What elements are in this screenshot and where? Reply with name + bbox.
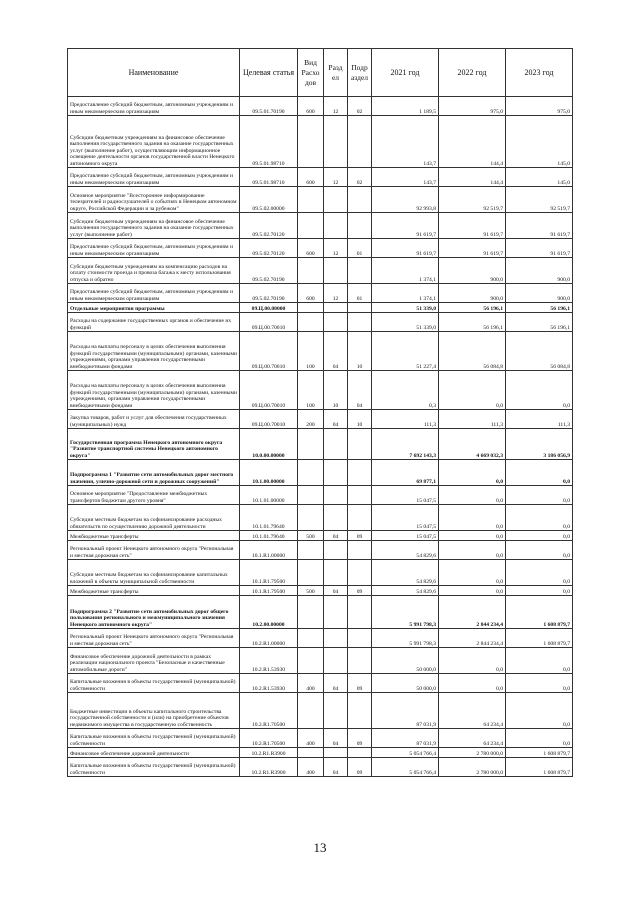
row-name: Основное мероприятие "Всестороннее информирование телезрителей и радиослушателей о событиях в Ненецком автономном округе, Российской Федерации и за рубежом" <box>68 187 240 213</box>
row-value-2023: 0,0 <box>506 505 573 531</box>
row-name: Капитальные вложения в объекты государственной (муниципальной) собственности <box>68 729 240 748</box>
table-row <box>68 748 573 758</box>
row-value-2021: 91 619,7 <box>372 213 439 239</box>
row-section <box>324 541 348 560</box>
row-value-2023: 0,0 <box>506 674 573 693</box>
row-value-2023: 1 608 879,7 <box>506 758 573 777</box>
row-value-2023: 0,0 <box>506 460 573 486</box>
table-row <box>68 97 573 116</box>
row-expense-type <box>298 187 324 213</box>
row-code: 10.2.R1.53930 <box>240 648 298 674</box>
row-value-2021: 15 047,5 <box>372 505 439 531</box>
table-row <box>68 371 573 410</box>
table-row <box>68 674 573 693</box>
row-code: 10.1.01.79640 <box>240 531 298 541</box>
row-subsection <box>348 258 372 284</box>
row-value-2022: 91 619,7 <box>439 239 506 258</box>
row-name: Бюджетные инвестиции в объекты капитального строительства государственной собственности и (или) на приобретение объектов недвижимого имущества в государственную собственность <box>68 693 240 729</box>
row-code: 10.2.00.00000 <box>240 596 298 629</box>
row-section <box>324 313 348 332</box>
row-value-2023: 1 608 879,7 <box>506 596 573 629</box>
row-name: Предоставление субсидий бюджетным, автономным учреждениям и иным некоммерческим организациям <box>68 97 240 116</box>
row-expense-type <box>298 313 324 332</box>
row-expense-type: 200 <box>298 410 324 429</box>
row-value-2022: 2 780 000,0 <box>439 758 506 777</box>
table-row <box>68 116 573 168</box>
row-expense-type <box>298 460 324 486</box>
row-section <box>324 648 348 674</box>
row-subsection: 09 <box>348 758 372 777</box>
row-value-2022: 0,0 <box>439 586 506 596</box>
row-name: Финансовое обеспечение дорожной деятельности <box>68 748 240 758</box>
table-body <box>68 97 573 777</box>
row-value-2021: 1 374,1 <box>372 284 439 303</box>
row-code: 10.2.R1.53930 <box>240 674 298 693</box>
table-row <box>68 560 573 586</box>
row-expense-type: 400 <box>298 729 324 748</box>
row-subsection <box>348 748 372 758</box>
table-row <box>68 213 573 239</box>
row-name: Региональный проект Ненецкого автономного округа "Региональная и местная дорожная сеть" <box>68 629 240 648</box>
row-section: 10 <box>324 371 348 410</box>
row-value-2021: 87 031,9 <box>372 729 439 748</box>
page-number: 13 <box>313 840 327 855</box>
row-value-2021: 7 692 143,3 <box>372 429 439 460</box>
row-section <box>324 693 348 729</box>
budget-table <box>67 48 573 777</box>
row-code: 10.1.R1.79500 <box>240 560 298 586</box>
row-name: Расходы на выплаты персоналу в целях обеспечения выполнения функций государственными (муниципальными) органами, казенными учреждениями, органами управления государственными внебюджетными фондами <box>68 371 240 410</box>
row-value-2023: 0,0 <box>506 586 573 596</box>
table-row <box>68 629 573 648</box>
row-value-2021: 92 993,8 <box>372 187 439 213</box>
row-code: 09.5.02.70120 <box>240 239 298 258</box>
row-value-2022: 64 234,4 <box>439 729 506 748</box>
row-section <box>324 429 348 460</box>
row-value-2021: 1 189,5 <box>372 97 439 116</box>
row-value-2023: 56 196,1 <box>506 313 573 332</box>
header-2022: 2022 год <box>439 49 506 97</box>
row-expense-type <box>298 560 324 586</box>
row-value-2023: 975,0 <box>506 97 573 116</box>
row-expense-type <box>298 541 324 560</box>
row-section: 04 <box>324 410 348 429</box>
row-expense-type: 500 <box>298 586 324 596</box>
row-value-2023: 92 519,7 <box>506 187 573 213</box>
row-expense-type: 600 <box>298 284 324 303</box>
row-expense-type <box>298 486 324 505</box>
row-value-2023: 0,0 <box>506 648 573 674</box>
row-value-2022: 2 844 234,4 <box>439 629 506 648</box>
row-name: Расходы на содержание государственных органов и обеспечение их функций <box>68 313 240 332</box>
table-row <box>68 284 573 303</box>
row-value-2021: 143,7 <box>372 116 439 168</box>
row-expense-type: 400 <box>298 674 324 693</box>
row-value-2021: 51 339,0 <box>372 313 439 332</box>
row-section <box>324 629 348 648</box>
row-code: 09.Ц.00.70010 <box>240 410 298 429</box>
table-row <box>68 429 573 460</box>
table-row <box>68 758 573 777</box>
row-value-2021: 5 054 766,4 <box>372 748 439 758</box>
row-value-2021: 91 619,7 <box>372 239 439 258</box>
row-code: 09.Ц.00.70010 <box>240 313 298 332</box>
row-code: 10.1.01.79640 <box>240 505 298 531</box>
row-section: 04 <box>324 758 348 777</box>
row-value-2021: 111,3 <box>372 410 439 429</box>
table-row <box>68 541 573 560</box>
row-name: Подпрограмма 1 "Развитие сети автомобильных дорог местного значения, улично-дорожной сети и дорожных сооружений" <box>68 460 240 486</box>
row-expense-type: 100 <box>298 332 324 371</box>
row-name: Субсидии местным бюджетам на софинансирование расходных обязательств по осуществлению дорожной деятельности <box>68 505 240 531</box>
row-value-2021: 1 374,1 <box>372 258 439 284</box>
row-name: Капитальные вложения в объекты государственной (муниципальной) собственности <box>68 758 240 777</box>
row-value-2022: 91 619,7 <box>439 213 506 239</box>
row-code: 10.1.01.00000 <box>240 486 298 505</box>
row-name: Субсидии бюджетным учреждениям на компенсацию расходов на оплату стоимости проезда и провоза багажа к месту использования отпуска и обратно <box>68 258 240 284</box>
row-name: Закупка товаров, работ и услуг для обеспечения государственных (муниципальных) нужд <box>68 410 240 429</box>
row-code: 09.Ц.00.70010 <box>240 332 298 371</box>
row-value-2021: 143,7 <box>372 168 439 187</box>
table-row <box>68 729 573 748</box>
table-row <box>68 486 573 505</box>
row-code: 09.5.01.98710 <box>240 168 298 187</box>
row-value-2023: 56 084,8 <box>506 332 573 371</box>
row-name: Субсидии местным бюджетам на софинансирование капитальных вложений в объекты муниципальной собственности <box>68 560 240 586</box>
row-expense-type: 600 <box>298 168 324 187</box>
row-subsection: 10 <box>348 410 372 429</box>
row-value-2021: 0,3 <box>372 371 439 410</box>
row-section <box>324 213 348 239</box>
row-value-2022: 56 196,1 <box>439 303 506 313</box>
row-code: 09.Ц.00.70010 <box>240 371 298 410</box>
row-name: Основное мероприятие "Предоставление межбюджетных трансфертов бюджетам другого уровня" <box>68 486 240 505</box>
row-value-2021: 5 991 798,3 <box>372 629 439 648</box>
row-value-2023: 1 608 879,7 <box>506 629 573 648</box>
row-value-2022: 0,0 <box>439 648 506 674</box>
row-value-2023: 91 619,7 <box>506 239 573 258</box>
row-value-2023: 0,0 <box>506 371 573 410</box>
row-value-2022: 0,0 <box>439 560 506 586</box>
row-value-2023: 56 196,1 <box>506 303 573 313</box>
row-section <box>324 460 348 486</box>
row-section <box>324 187 348 213</box>
row-subsection <box>348 429 372 460</box>
row-expense-type <box>298 213 324 239</box>
row-expense-type <box>298 748 324 758</box>
row-value-2022: 0,0 <box>439 460 506 486</box>
row-subsection: 09 <box>348 586 372 596</box>
header-2021: 2021 год <box>372 49 439 97</box>
table-row <box>68 332 573 371</box>
header-code: Целевая статья <box>240 49 298 97</box>
row-value-2022: 975,0 <box>439 97 506 116</box>
row-expense-type: 600 <box>298 97 324 116</box>
row-code: 09.5.01.70190 <box>240 97 298 116</box>
row-value-2023: 0,0 <box>506 560 573 586</box>
row-subsection: 02 <box>348 97 372 116</box>
row-value-2023: 0,0 <box>506 729 573 748</box>
row-section <box>324 303 348 313</box>
row-section: 04 <box>324 586 348 596</box>
row-code: 10.2.R1.00000 <box>240 629 298 648</box>
row-section: 04 <box>324 729 348 748</box>
table-row <box>68 239 573 258</box>
row-subsection <box>348 541 372 560</box>
row-value-2021: 50 000,0 <box>372 648 439 674</box>
table-row <box>68 303 573 313</box>
row-subsection <box>348 505 372 531</box>
header-2023: 2023 год <box>506 49 573 97</box>
table-row <box>68 586 573 596</box>
row-value-2023: 0,0 <box>506 693 573 729</box>
row-value-2022: 92 519,7 <box>439 187 506 213</box>
row-value-2023: 900,0 <box>506 284 573 303</box>
row-subsection: 02 <box>348 168 372 187</box>
table-row <box>68 313 573 332</box>
row-value-2022: 0,0 <box>439 371 506 410</box>
row-value-2022: 900,0 <box>439 258 506 284</box>
row-expense-type <box>298 429 324 460</box>
row-section: 12 <box>324 284 348 303</box>
row-value-2022: 0,0 <box>439 541 506 560</box>
row-value-2022: 0,0 <box>439 486 506 505</box>
row-section: 04 <box>324 674 348 693</box>
row-expense-type <box>298 303 324 313</box>
row-code: 10.2.R1.70500 <box>240 693 298 729</box>
row-name: Межбюджетные трансферты <box>68 531 240 541</box>
row-subsection <box>348 303 372 313</box>
row-subsection <box>348 629 372 648</box>
row-section <box>324 748 348 758</box>
row-expense-type <box>298 116 324 168</box>
header-section: Разд ел <box>324 49 348 97</box>
row-subsection: 01 <box>348 239 372 258</box>
row-value-2023: 3 186 056,9 <box>506 429 573 460</box>
table-row <box>68 187 573 213</box>
row-value-2021: 51 339,0 <box>372 303 439 313</box>
row-code: 10.2.R1.R3900 <box>240 748 298 758</box>
row-name: Финансовое обеспечение дорожной деятельности в рамках реализации национального проекта "Безопасные и качественные автомобильные дороги" <box>68 648 240 674</box>
row-name: Подпрограмма 2 "Развитие сети автомобильных дорог общего пользования регионального и межмуниципального значения Ненецкого автономного округа" <box>68 596 240 629</box>
row-value-2021: 87 031,9 <box>372 693 439 729</box>
row-expense-type <box>298 648 324 674</box>
row-value-2023: 145,0 <box>506 116 573 168</box>
row-code: 10.1.R1.79500 <box>240 586 298 596</box>
row-code: 09.5.02.70190 <box>240 284 298 303</box>
row-value-2021: 54 829,6 <box>372 586 439 596</box>
header-subsection: Подр аздел <box>348 49 372 97</box>
row-subsection: 04 <box>348 371 372 410</box>
table-row <box>68 648 573 674</box>
table-row <box>68 460 573 486</box>
row-code: 09.Ц.00.00000 <box>240 303 298 313</box>
row-code: 10.2.R1.70500 <box>240 729 298 748</box>
table-row <box>68 596 573 629</box>
row-name: Предоставление субсидий бюджетным, автономным учреждениям и иным некоммерческим организациям <box>68 284 240 303</box>
row-value-2021: 5 054 766,4 <box>372 758 439 777</box>
row-value-2022: 56 084,8 <box>439 332 506 371</box>
row-expense-type: 400 <box>298 758 324 777</box>
row-value-2022: 2 844 234,4 <box>439 596 506 629</box>
row-section <box>324 258 348 284</box>
row-expense-type <box>298 693 324 729</box>
row-value-2023: 111,3 <box>506 410 573 429</box>
row-name: Отдельные мероприятия программы <box>68 303 240 313</box>
row-value-2022: 0,0 <box>439 505 506 531</box>
row-value-2022: 0,0 <box>439 531 506 541</box>
row-value-2023: 91 619,7 <box>506 213 573 239</box>
row-name: Субсидии бюджетным учреждениям на финансовое обеспечение выполнения государственного задания на оказание государственных услуг (выполнение работ) <box>68 213 240 239</box>
row-value-2022: 56 196,1 <box>439 313 506 332</box>
row-section <box>324 116 348 168</box>
row-subsection: 09 <box>348 729 372 748</box>
table-row <box>68 693 573 729</box>
row-section <box>324 486 348 505</box>
row-value-2021: 50 000,0 <box>372 674 439 693</box>
row-value-2022: 144,4 <box>439 116 506 168</box>
row-subsection <box>348 560 372 586</box>
row-subsection: 09 <box>348 674 372 693</box>
row-section <box>324 596 348 629</box>
row-expense-type: 600 <box>298 239 324 258</box>
row-section: 12 <box>324 97 348 116</box>
row-subsection <box>348 693 372 729</box>
table-row <box>68 531 573 541</box>
row-subsection <box>348 486 372 505</box>
row-value-2022: 64 234,4 <box>439 693 506 729</box>
row-expense-type <box>298 596 324 629</box>
row-value-2023: 0,0 <box>506 486 573 505</box>
row-value-2022: 900,0 <box>439 284 506 303</box>
row-expense-type <box>298 258 324 284</box>
row-value-2022: 144,4 <box>439 168 506 187</box>
row-subsection <box>348 596 372 629</box>
row-name: Расходы на выплаты персоналу в целях обеспечения выполнения функций государственными (муниципальными) органами, казенными учреждениями, органами управления государственными внебюджетными фондами <box>68 332 240 371</box>
row-code: 09.5.02.70120 <box>240 213 298 239</box>
row-value-2023: 145,0 <box>506 168 573 187</box>
row-value-2023: 0,0 <box>506 531 573 541</box>
row-expense-type: 500 <box>298 531 324 541</box>
table-header-row <box>68 49 573 97</box>
row-section <box>324 560 348 586</box>
row-name: Субсидии бюджетным учреждениям на финансовое обеспечение выполнения государственного задания на оказание государственных услуг (выполнение работ), осуществляющим информационное освещение деятельности органов государственной власти Ненецкого автономного округа <box>68 116 240 168</box>
row-expense-type: 100 <box>298 371 324 410</box>
row-value-2021: 54 829,6 <box>372 541 439 560</box>
row-code: 09.5.02.00000 <box>240 187 298 213</box>
row-code: 09.5.01.98710 <box>240 116 298 168</box>
row-section: 12 <box>324 239 348 258</box>
row-value-2021: 51 227,4 <box>372 332 439 371</box>
row-code: 10.1.R1.00000 <box>240 541 298 560</box>
row-subsection <box>348 313 372 332</box>
row-code: 10.0.00.00000 <box>240 429 298 460</box>
header-name: Наименование <box>68 49 240 97</box>
row-code: 09.5.02.70190 <box>240 258 298 284</box>
row-section: 12 <box>324 168 348 187</box>
row-value-2021: 54 829,6 <box>372 560 439 586</box>
row-value-2022: 4 669 032,3 <box>439 429 506 460</box>
row-value-2021: 5 991 798,3 <box>372 596 439 629</box>
row-name: Региональный проект Ненецкого автономного округа "Региональная и местная дорожная сеть" <box>68 541 240 560</box>
row-name: Государственная программа Ненецкого автономного округа "Развитие транспортной системы Ненецкого автономного округа" <box>68 429 240 460</box>
row-subsection <box>348 116 372 168</box>
row-name: Межбюджетные трансферты <box>68 586 240 596</box>
table-row <box>68 258 573 284</box>
row-subsection <box>348 648 372 674</box>
row-value-2023: 0,0 <box>506 541 573 560</box>
row-name: Предоставление субсидий бюджетным, автономным учреждениям и иным некоммерческим организациям <box>68 239 240 258</box>
row-code: 10.2.R1.R3900 <box>240 758 298 777</box>
row-value-2022: 0,0 <box>439 674 506 693</box>
row-subsection: 01 <box>348 284 372 303</box>
row-subsection <box>348 460 372 486</box>
row-expense-type <box>298 629 324 648</box>
row-value-2023: 1 608 879,7 <box>506 748 573 758</box>
table-row <box>68 168 573 187</box>
row-code: 10.1.00.00000 <box>240 460 298 486</box>
row-value-2021: 15 047,5 <box>372 531 439 541</box>
row-subsection: 10 <box>348 332 372 371</box>
row-value-2021: 69 877,1 <box>372 460 439 486</box>
row-subsection <box>348 213 372 239</box>
row-name: Капитальные вложения в объекты государственной (муниципальной) собственности <box>68 674 240 693</box>
row-value-2022: 2 780 000,0 <box>439 748 506 758</box>
row-section: 04 <box>324 531 348 541</box>
table-row <box>68 505 573 531</box>
row-value-2022: 111,3 <box>439 410 506 429</box>
row-name: Предоставление субсидий бюджетным, автономным учреждениям и иным некоммерческим организациям <box>68 168 240 187</box>
table-row <box>68 410 573 429</box>
row-value-2023: 900,0 <box>506 258 573 284</box>
row-subsection <box>348 187 372 213</box>
row-value-2021: 15 047,5 <box>372 486 439 505</box>
row-section: 04 <box>324 332 348 371</box>
row-subsection: 09 <box>348 531 372 541</box>
header-expense-type: Вид Расхо дов <box>298 49 324 97</box>
row-section <box>324 505 348 531</box>
row-expense-type <box>298 505 324 531</box>
